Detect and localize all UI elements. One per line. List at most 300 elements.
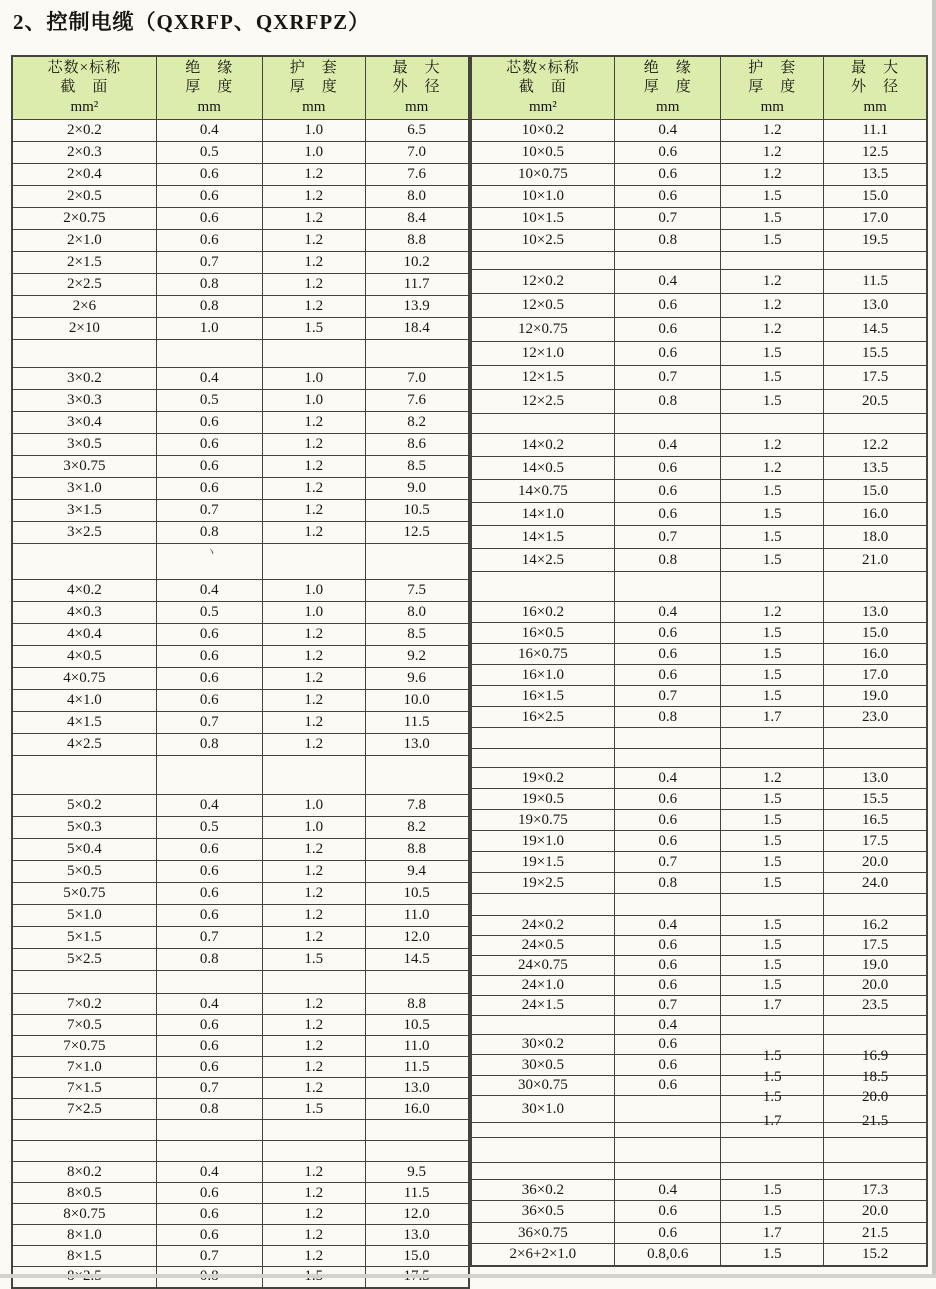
table-row (12, 456, 469, 478)
size-cell (12, 1204, 156, 1225)
table-body-right (471, 120, 928, 1266)
value-cell (721, 318, 824, 342)
size-cell (471, 230, 615, 252)
cell-text: 20.5 (862, 393, 889, 409)
value-cell (721, 1016, 824, 1035)
cell-text: 13.0 (862, 297, 889, 313)
size-cell (12, 690, 156, 712)
header-line: 绝 缘 (185, 60, 234, 77)
cell-text: 0.6 (658, 832, 678, 849)
scan-edge-right (932, 0, 936, 1278)
cell-text: 1.5 (762, 1203, 782, 1219)
cell-text: 8.0 (407, 604, 427, 620)
cell-text: 3×0.75 (63, 458, 106, 474)
value-cell (262, 839, 365, 861)
cell-text: 0.4 (658, 122, 678, 138)
cell-text: 0.7 (658, 210, 678, 226)
value-cell (262, 186, 365, 208)
value-cell (721, 1244, 824, 1266)
value-cell (824, 434, 927, 457)
cell-text: 11.5 (403, 1058, 430, 1075)
cell-text: 14.5 (862, 321, 889, 337)
cell-text: 0.4 (658, 436, 678, 453)
cell-text: 5×0.3 (67, 819, 102, 835)
value-cell (824, 503, 927, 526)
value-cell (365, 624, 468, 646)
value-cell (824, 852, 927, 873)
value-cell (365, 1162, 468, 1183)
value-cell (615, 480, 721, 503)
cell-text: 0.7 (658, 528, 678, 545)
value-cell (365, 1120, 468, 1141)
cell-text: 1.2 (304, 670, 324, 686)
cell-text: 17.0 (862, 666, 889, 683)
cell-text: 13.9 (403, 298, 430, 314)
table-row (12, 252, 469, 274)
cell-text: 0.7 (658, 853, 678, 870)
value-cell (615, 1138, 721, 1163)
value-cell (365, 668, 468, 690)
size-cell (12, 580, 156, 602)
table-row (471, 208, 928, 230)
cell-text: 17.5 (862, 937, 889, 953)
cell-text: 21.5 (862, 1224, 889, 1241)
value-cell (262, 817, 365, 839)
cell-text: 10×2.5 (521, 232, 564, 248)
cell-text: 0.6 (658, 297, 678, 313)
value-cell (824, 414, 927, 434)
table-row (12, 1036, 469, 1057)
size-cell (471, 644, 615, 665)
size-cell (12, 390, 156, 412)
cell-text: 11.0 (403, 1037, 430, 1054)
value-cell (262, 478, 365, 500)
cell-text: 11.1 (862, 122, 888, 138)
cell-text: 8×1.0 (67, 1226, 102, 1243)
cell-text: 0.6 (658, 505, 678, 522)
cell-text: 7.0 (407, 144, 427, 160)
value-cell (615, 1016, 721, 1035)
cell-text: 1.2 (304, 188, 324, 204)
cell-text: 7.5 (407, 582, 427, 598)
cell-text: 4×0.3 (67, 604, 102, 620)
value-cell (824, 1163, 927, 1180)
value-cell (721, 1180, 824, 1201)
cell-text: 1.7 (762, 1224, 782, 1241)
value-cell (156, 274, 262, 296)
cell-text: 12.0 (403, 929, 430, 945)
cell-text: 0.8 (199, 1100, 219, 1117)
value-cell (365, 274, 468, 296)
value-cell (721, 434, 824, 457)
table-row (12, 1015, 469, 1036)
cell-text: 0.6 (658, 645, 678, 662)
value-cell (156, 1183, 262, 1204)
value-cell (262, 318, 365, 340)
header-unit: mm² (528, 98, 557, 115)
cell-text: 16.0 (862, 505, 889, 522)
header-line: 厚 度 (185, 79, 234, 96)
size-cell (12, 186, 156, 208)
value-cell (365, 208, 468, 230)
size-cell (12, 668, 156, 690)
value-cell (824, 916, 927, 936)
value-cell (721, 1138, 824, 1163)
cell-text: 5×0.75 (63, 885, 106, 901)
cell-text: 0.5 (199, 819, 219, 835)
value-cell (365, 340, 468, 368)
cell-text: 14×1.0 (521, 505, 564, 522)
value-cell (721, 294, 824, 318)
value-cell (615, 728, 721, 749)
value-cell (615, 1201, 721, 1223)
header-line: 护 套 (748, 60, 797, 77)
cell-text: 1.2 (304, 502, 324, 518)
cell-text: 9.5 (407, 1163, 427, 1180)
value-cell (615, 230, 721, 252)
size-cell (12, 839, 156, 861)
size-cell (12, 412, 156, 434)
value-cell (721, 852, 824, 873)
cell-text: 14×2.5 (521, 551, 564, 568)
table-row (471, 789, 928, 810)
size-cell (471, 894, 615, 916)
cell-text: 7×0.2 (67, 995, 102, 1012)
cell-text: 1.5 (762, 687, 782, 704)
cell-text: 1.7 (762, 708, 782, 725)
cell-text: 0.6 (658, 937, 678, 953)
table-row (471, 996, 928, 1016)
cell-text: 0.6 (199, 626, 219, 642)
cell-text: 1.5 (762, 790, 782, 807)
value-cell (721, 526, 824, 549)
cell-text: 17.0 (862, 210, 889, 226)
cell-text: 0.6 (658, 188, 678, 204)
table-row (12, 1225, 469, 1246)
value-cell (156, 1204, 262, 1225)
value-cell (824, 457, 927, 480)
cell-text: 7.8 (407, 797, 427, 813)
value-cell (615, 831, 721, 852)
col-header-size (12, 56, 156, 120)
value-cell (262, 602, 365, 624)
value-cell (365, 1225, 468, 1246)
cell-text: 15.0 (862, 188, 889, 204)
cell-text: 1.2 (762, 459, 782, 476)
size-cell (471, 749, 615, 768)
spacer-row (12, 544, 469, 580)
cell-text: 10.2 (403, 254, 430, 270)
size-cell (12, 522, 156, 544)
cell-text: 11.5 (403, 1184, 430, 1201)
value-cell (262, 1162, 365, 1183)
cell-text: 0.4 (658, 1016, 678, 1033)
value-cell (615, 1096, 721, 1123)
cell-text: 20.0 (862, 1089, 889, 1105)
value-cell (824, 936, 927, 956)
cell-text: 0.8 (658, 393, 678, 409)
header-line: 截 面 (60, 79, 109, 96)
cell-text: 0.6 (199, 166, 219, 182)
size-cell (471, 768, 615, 789)
cell-text: 1.2 (304, 626, 324, 642)
cell-text: 0.6 (199, 458, 219, 474)
value-cell (156, 412, 262, 434)
cell-text: 1.2 (304, 1016, 324, 1033)
value-cell (156, 164, 262, 186)
value-cell (156, 456, 262, 478)
table-row (12, 602, 469, 624)
cell-text: 12×1.0 (521, 345, 564, 361)
size-cell (12, 1036, 156, 1057)
value-cell (824, 480, 927, 503)
value-cell (615, 342, 721, 366)
value-cell (365, 230, 468, 252)
cell-text: 1.5 (762, 188, 782, 204)
value-cell (721, 414, 824, 434)
cell-text: 36×0.5 (521, 1203, 564, 1219)
value-cell (156, 861, 262, 883)
cell-text: 0.4 (658, 1181, 678, 1198)
value-cell (615, 1076, 721, 1096)
value-cell (156, 971, 262, 994)
cell-text: 0.8 (199, 276, 219, 292)
cell-text: 0.6 (658, 977, 678, 993)
cell-text: 1.5 (762, 345, 782, 361)
value-cell (721, 208, 824, 230)
cell-text: 1.5 (762, 1048, 782, 1064)
size-cell (12, 883, 156, 905)
value-cell (824, 996, 927, 1016)
cell-text: 8.8 (407, 232, 427, 248)
table-row (471, 1076, 928, 1096)
value-cell (721, 120, 824, 142)
size-cell (12, 230, 156, 252)
value-cell (615, 1035, 721, 1055)
cell-text: 12×0.75 (518, 321, 568, 337)
size-cell (471, 1016, 615, 1035)
cell-text: 17.5 (862, 369, 889, 385)
value-cell (156, 994, 262, 1015)
size-cell (12, 296, 156, 318)
cell-text: 1.5 (762, 528, 782, 545)
value-cell (262, 795, 365, 817)
table-row (471, 1055, 928, 1076)
size-cell (12, 602, 156, 624)
cell-text: 1.2 (304, 1037, 324, 1054)
cell-text: 16.0 (862, 645, 889, 662)
value-cell (365, 602, 468, 624)
spacer-row (12, 1141, 469, 1162)
cell-text: 19×1.5 (521, 853, 564, 870)
size-cell (471, 728, 615, 749)
value-cell (615, 976, 721, 996)
value-cell (156, 1036, 262, 1057)
header-line: 外 径 (851, 79, 900, 96)
cell-text: 7×1.0 (67, 1058, 102, 1075)
value-cell (365, 434, 468, 456)
value-cell (365, 756, 468, 795)
cell-text: 30×0.2 (521, 1036, 564, 1052)
value-cell (156, 252, 262, 274)
table-body-left (12, 120, 469, 1288)
value-cell (262, 1099, 365, 1120)
cell-text: 3×0.2 (67, 370, 102, 386)
cell-text: 0.4 (199, 122, 219, 138)
cell-text: 9.6 (407, 670, 427, 686)
cell-text: 1.0 (304, 582, 324, 598)
value-cell (721, 789, 824, 810)
value-cell (721, 916, 824, 936)
cell-text: 0.8,0.6 (647, 1245, 689, 1262)
value-cell (262, 500, 365, 522)
value-cell (824, 572, 927, 602)
size-cell (471, 1055, 615, 1076)
value-cell (615, 1163, 721, 1180)
cell-text: 36×0.75 (518, 1224, 568, 1241)
size-cell (471, 686, 615, 707)
cell-text: 1.2 (304, 995, 324, 1012)
table-row (12, 1183, 469, 1204)
table-row (12, 1099, 469, 1120)
value-cell (262, 1120, 365, 1141)
cell-text: 7×0.75 (63, 1037, 106, 1054)
cell-text: 1.5 (762, 666, 782, 683)
header-row (471, 56, 928, 120)
cell-text: 1.2 (304, 863, 324, 879)
table-row (471, 480, 928, 503)
cell-text: 1.2 (304, 841, 324, 857)
col-header-size (471, 56, 615, 120)
table-row (471, 852, 928, 873)
value-cell (615, 894, 721, 916)
cell-text: 20.0 (862, 1203, 889, 1219)
cell-text: 0.6 (658, 321, 678, 337)
size-cell (471, 852, 615, 873)
table-row (12, 274, 469, 296)
value-cell (156, 949, 262, 971)
cell-text: 10.5 (403, 502, 430, 518)
cell-text: 1.2 (762, 297, 782, 313)
cell-text: 0.6 (199, 863, 219, 879)
value-cell (156, 142, 262, 164)
value-cell (615, 956, 721, 976)
table-row (12, 186, 469, 208)
value-cell (365, 500, 468, 522)
value-cell (262, 1225, 365, 1246)
cell-text: 1.2 (304, 210, 324, 226)
cell-text: 10×0.75 (518, 166, 568, 182)
size-cell (12, 340, 156, 368)
header-unit: mm (302, 98, 326, 115)
value-cell (365, 1078, 468, 1099)
table-header (471, 56, 928, 120)
table-row (12, 1204, 469, 1225)
header-line: 护 套 (289, 60, 338, 77)
table-row (12, 390, 469, 412)
value-cell (721, 186, 824, 208)
size-cell (12, 817, 156, 839)
cell-text: 5×1.5 (67, 929, 102, 945)
value-cell (615, 414, 721, 434)
cell-text: 0.6 (199, 1016, 219, 1033)
cell-text: 16.2 (862, 917, 889, 933)
cell-text: 11.0 (403, 907, 430, 923)
cell-text: 1.0 (304, 604, 324, 620)
value-cell (824, 164, 927, 186)
value-cell (262, 646, 365, 668)
cell-text: 9.4 (407, 863, 427, 879)
value-cell (156, 883, 262, 905)
col-header-max-od (365, 56, 468, 120)
cell-text: 4×0.5 (67, 648, 102, 664)
cell-text: 0.7 (199, 714, 219, 730)
cell-text: 0.8 (658, 232, 678, 248)
value-cell (156, 500, 262, 522)
value-cell (721, 342, 824, 366)
cell-text: 0.6 (199, 188, 219, 204)
value-cell (365, 390, 468, 412)
value-cell (721, 602, 824, 623)
value-cell (156, 1141, 262, 1162)
value-cell (262, 142, 365, 164)
table-row (12, 368, 469, 390)
size-cell (471, 810, 615, 831)
cell-text: 3×2.5 (67, 524, 102, 540)
cell-text: 4×1.5 (67, 714, 102, 730)
cell-text: 0.6 (658, 144, 678, 160)
cell-text: 0.6 (199, 648, 219, 664)
size-cell (471, 1076, 615, 1096)
cell-text: 1.5 (762, 957, 782, 973)
table-row (471, 1016, 928, 1035)
cell-text: 10.0 (403, 692, 430, 708)
size-cell (12, 971, 156, 994)
size-cell (12, 434, 156, 456)
value-cell (365, 1057, 468, 1078)
size-cell (471, 480, 615, 503)
table-header (12, 56, 469, 120)
cell-text: 2×1.5 (67, 254, 102, 270)
value-cell (721, 230, 824, 252)
value-cell (262, 544, 365, 580)
cell-text: 1.5 (762, 210, 782, 226)
cell-text: 1.2 (762, 436, 782, 453)
cell-text: 16×0.75 (518, 645, 568, 662)
size-cell (471, 996, 615, 1016)
size-cell (471, 549, 615, 572)
value-cell (262, 1204, 365, 1225)
size-cell (12, 1246, 156, 1267)
cell-text: 0.6 (658, 790, 678, 807)
value-cell (824, 976, 927, 996)
table-row (12, 1162, 469, 1183)
cell-text: 11.5 (403, 714, 430, 730)
value-cell (262, 208, 365, 230)
value-cell (824, 810, 927, 831)
cell-text: 14×0.5 (521, 459, 564, 476)
cell-text: 21.0 (862, 551, 889, 568)
cell-text: 18.5 (862, 1068, 889, 1085)
size-cell (12, 544, 156, 580)
value-cell (721, 707, 824, 728)
size-cell (471, 390, 615, 414)
cell-text: 1.2 (762, 144, 782, 160)
cell-text: 0.6 (658, 1077, 678, 1093)
table-row (12, 690, 469, 712)
table-row (12, 142, 469, 164)
col-header-insulation (615, 56, 721, 120)
